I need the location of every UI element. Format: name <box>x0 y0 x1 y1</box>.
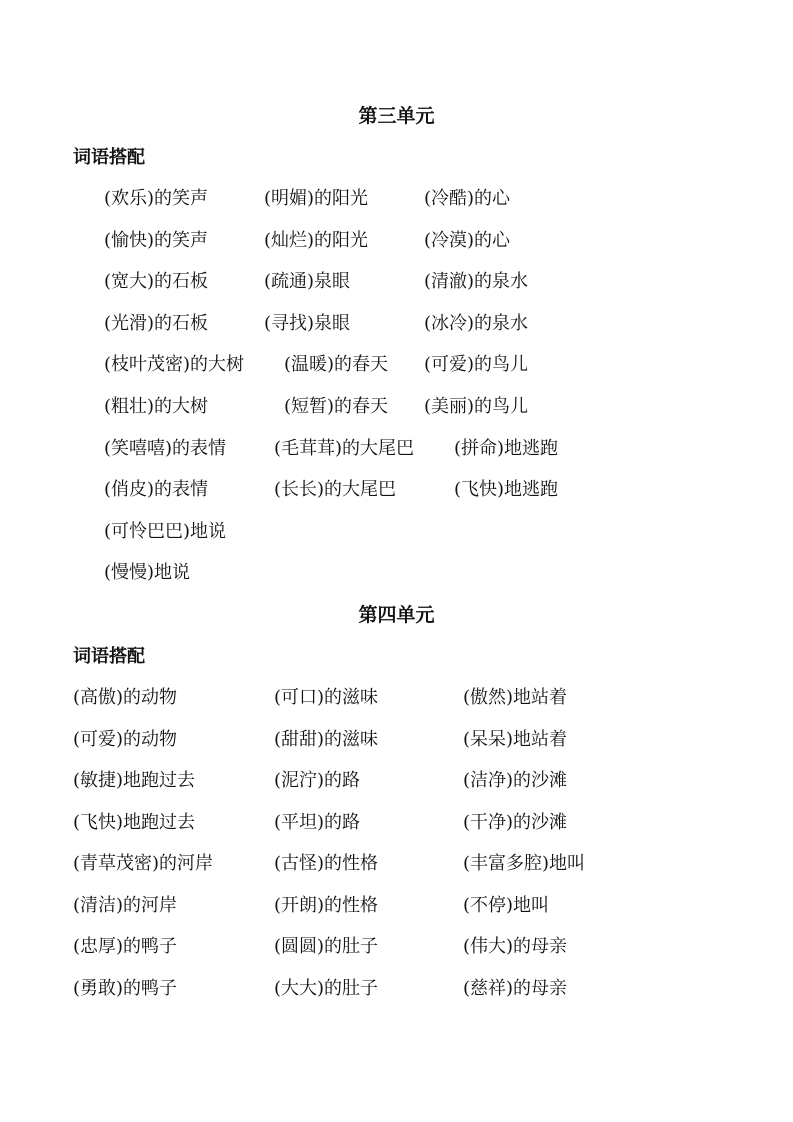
list-item: (平坦)的路 <box>274 812 361 833</box>
list-item: (可爱)的鸟儿 <box>424 354 529 375</box>
list-item: (忠厚)的鸭子 <box>73 936 178 957</box>
list-item: (傲然)地站着 <box>463 687 568 708</box>
list-item: (敏捷)地跑过去 <box>73 770 196 791</box>
unit3-subtitle: 词语搭配 <box>73 147 145 168</box>
list-item: (清洁)的河岸 <box>73 895 178 916</box>
list-item: (长长)的大尾巴 <box>274 479 397 500</box>
list-item: (俏皮)的表情 <box>104 479 209 500</box>
list-item: (勇敢)的鸭子 <box>73 978 178 999</box>
list-item: (洁净)的沙滩 <box>463 770 568 791</box>
list-item: (伟大)的母亲 <box>463 936 568 957</box>
list-item: (干净)的沙滩 <box>463 812 568 833</box>
unit4-title: 第四单元 <box>358 604 435 626</box>
list-item: (笑嘻嘻)的表情 <box>104 438 227 459</box>
list-item: (灿烂)的阳光 <box>264 230 369 251</box>
list-item: (泥泞)的路 <box>274 770 361 791</box>
list-item: (枝叶茂密)的大树 <box>104 354 245 375</box>
list-item: (宽大)的石板 <box>104 271 209 292</box>
unit3-title: 第三单元 <box>358 105 435 127</box>
list-item: (毛茸茸)的大尾巴 <box>274 438 415 459</box>
list-item: (慢慢)地说 <box>104 562 191 583</box>
list-item: (丰富多腔)地叫 <box>463 853 586 874</box>
list-item: (温暖)的春天 <box>284 354 389 375</box>
list-item: (美丽)的鸟儿 <box>424 396 529 417</box>
list-item: (开朗)的性格 <box>274 895 379 916</box>
list-item: (粗壮)的大树 <box>104 396 209 417</box>
list-item: (明媚)的阳光 <box>264 188 369 209</box>
list-item: (欢乐)的笑声 <box>104 188 209 209</box>
list-item: (呆呆)地站着 <box>463 729 568 750</box>
list-item: (甜甜)的滋味 <box>274 729 379 750</box>
list-item: (寻找)泉眼 <box>264 313 351 334</box>
list-item: (高傲)的动物 <box>73 687 178 708</box>
list-item: (短暂)的春天 <box>284 396 389 417</box>
list-item: (愉快)的笑声 <box>104 230 209 251</box>
list-item: (冷酷)的心 <box>424 188 511 209</box>
list-item: (不停)地叫 <box>463 895 550 916</box>
list-item: (疏通)泉眼 <box>264 271 351 292</box>
list-item: (青草茂密)的河岸 <box>73 853 214 874</box>
list-item: (飞快)地逃跑 <box>454 479 559 500</box>
list-item: (飞快)地跑过去 <box>73 812 196 833</box>
list-item: (冷漠)的心 <box>424 230 511 251</box>
list-item: (拼命)地逃跑 <box>454 438 559 459</box>
unit4-subtitle: 词语搭配 <box>73 646 145 667</box>
list-item: (可爱)的动物 <box>73 729 178 750</box>
list-item: (大大)的肚子 <box>274 978 379 999</box>
list-item: (慈祥)的母亲 <box>463 978 568 999</box>
list-item: (圆圆)的肚子 <box>274 936 379 957</box>
list-item: (清澈)的泉水 <box>424 271 529 292</box>
list-item: (可怜巴巴)地说 <box>104 521 227 542</box>
list-item: (冰冷)的泉水 <box>424 313 529 334</box>
list-item: (古怪)的性格 <box>274 853 379 874</box>
list-item: (光滑)的石板 <box>104 313 209 334</box>
list-item: (可口)的滋味 <box>274 687 379 708</box>
